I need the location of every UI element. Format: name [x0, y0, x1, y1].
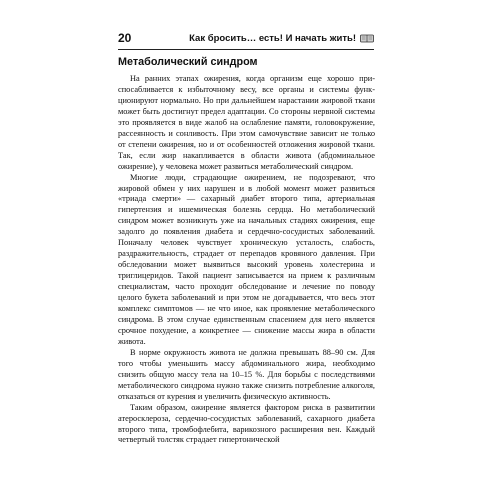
page-header [118, 30, 374, 46]
page-number: 20 [118, 31, 132, 45]
paragraph: Таким образом, ожирение является фактором риска в развититии атеросклероза, сердечно-сосудистых заболеваний, сахарного диабета второго типа, тромбофлебита, варикозного расширения вен. Каждый четвертый толстяк страдает гипертонической [118, 402, 375, 445]
section-title: Метаболический синдром [118, 56, 258, 68]
header-rule [118, 49, 374, 50]
body-text [118, 74, 375, 446]
running-title: Как бросить… есть! И начать жить! [189, 32, 356, 44]
paragraph: Многие люди, страдающие ожирением, не подозревают, что жировой обмен у них нарушен и в любой момент может развиться «триада смерти» — сахарный диабет второго типа, артериальная гипертензия и ишемическая болезнь сердца. Но метаболический синдром может возникнуть уже на начальных стадиях ожирения, еще задолго до появления диабета и сердечно-сосудистых заболеваний. Поначалу человек чувствует хроническую усталость, слабость, раздражительность, страдает от перепадов кровяного давления. При обследовании может выявиться высокий уровень холестерина и триглицеридов. Такой пациент записывается на прием к различным специалистам, часто проходит обследование и лечение по поводу целого букета заболеваний и при этом не догадывается, что весь этот комплекс симптомов — не что иное, как проявление метаболического синдрома. В этом случае единственным спасением для него является срочное похудение, а конкретнее — снижение массы жира в области живота. [118, 172, 375, 346]
paragraph: В норме окружность живота не должна превышать 88–90 см. Для того чтобы уменьшить массу абдоминального жира, необходимо снизить общую массу тела на 10–15 %. Для борьбы с последствиями метаболического синдрома нужно также снизить потребление алкоголя, отказаться от курения и увеличить физическую активность. [118, 347, 375, 401]
book-icon [360, 34, 374, 43]
running-title-group [189, 33, 374, 44]
paragraph: На ранних этапах ожирения, когда организм еще хорошо приспосабливается к избыточному весу, все органы и системы функционируют нормально. Но при дальнейшем нарастании жировой ткани может быть достигнут предел адаптации. Со стороны нервной системы это проявляется в виде жалоб на ослабление памяти, головокружение, рассеянность и сонливость. При этом самочувствие зависит не только от степени ожирения, но и от особенностей отложения жировой ткани. Так, если жир накапливается в области живота (абдоминальное ожирение), у человека может развиться метаболический синдром. [118, 74, 375, 171]
